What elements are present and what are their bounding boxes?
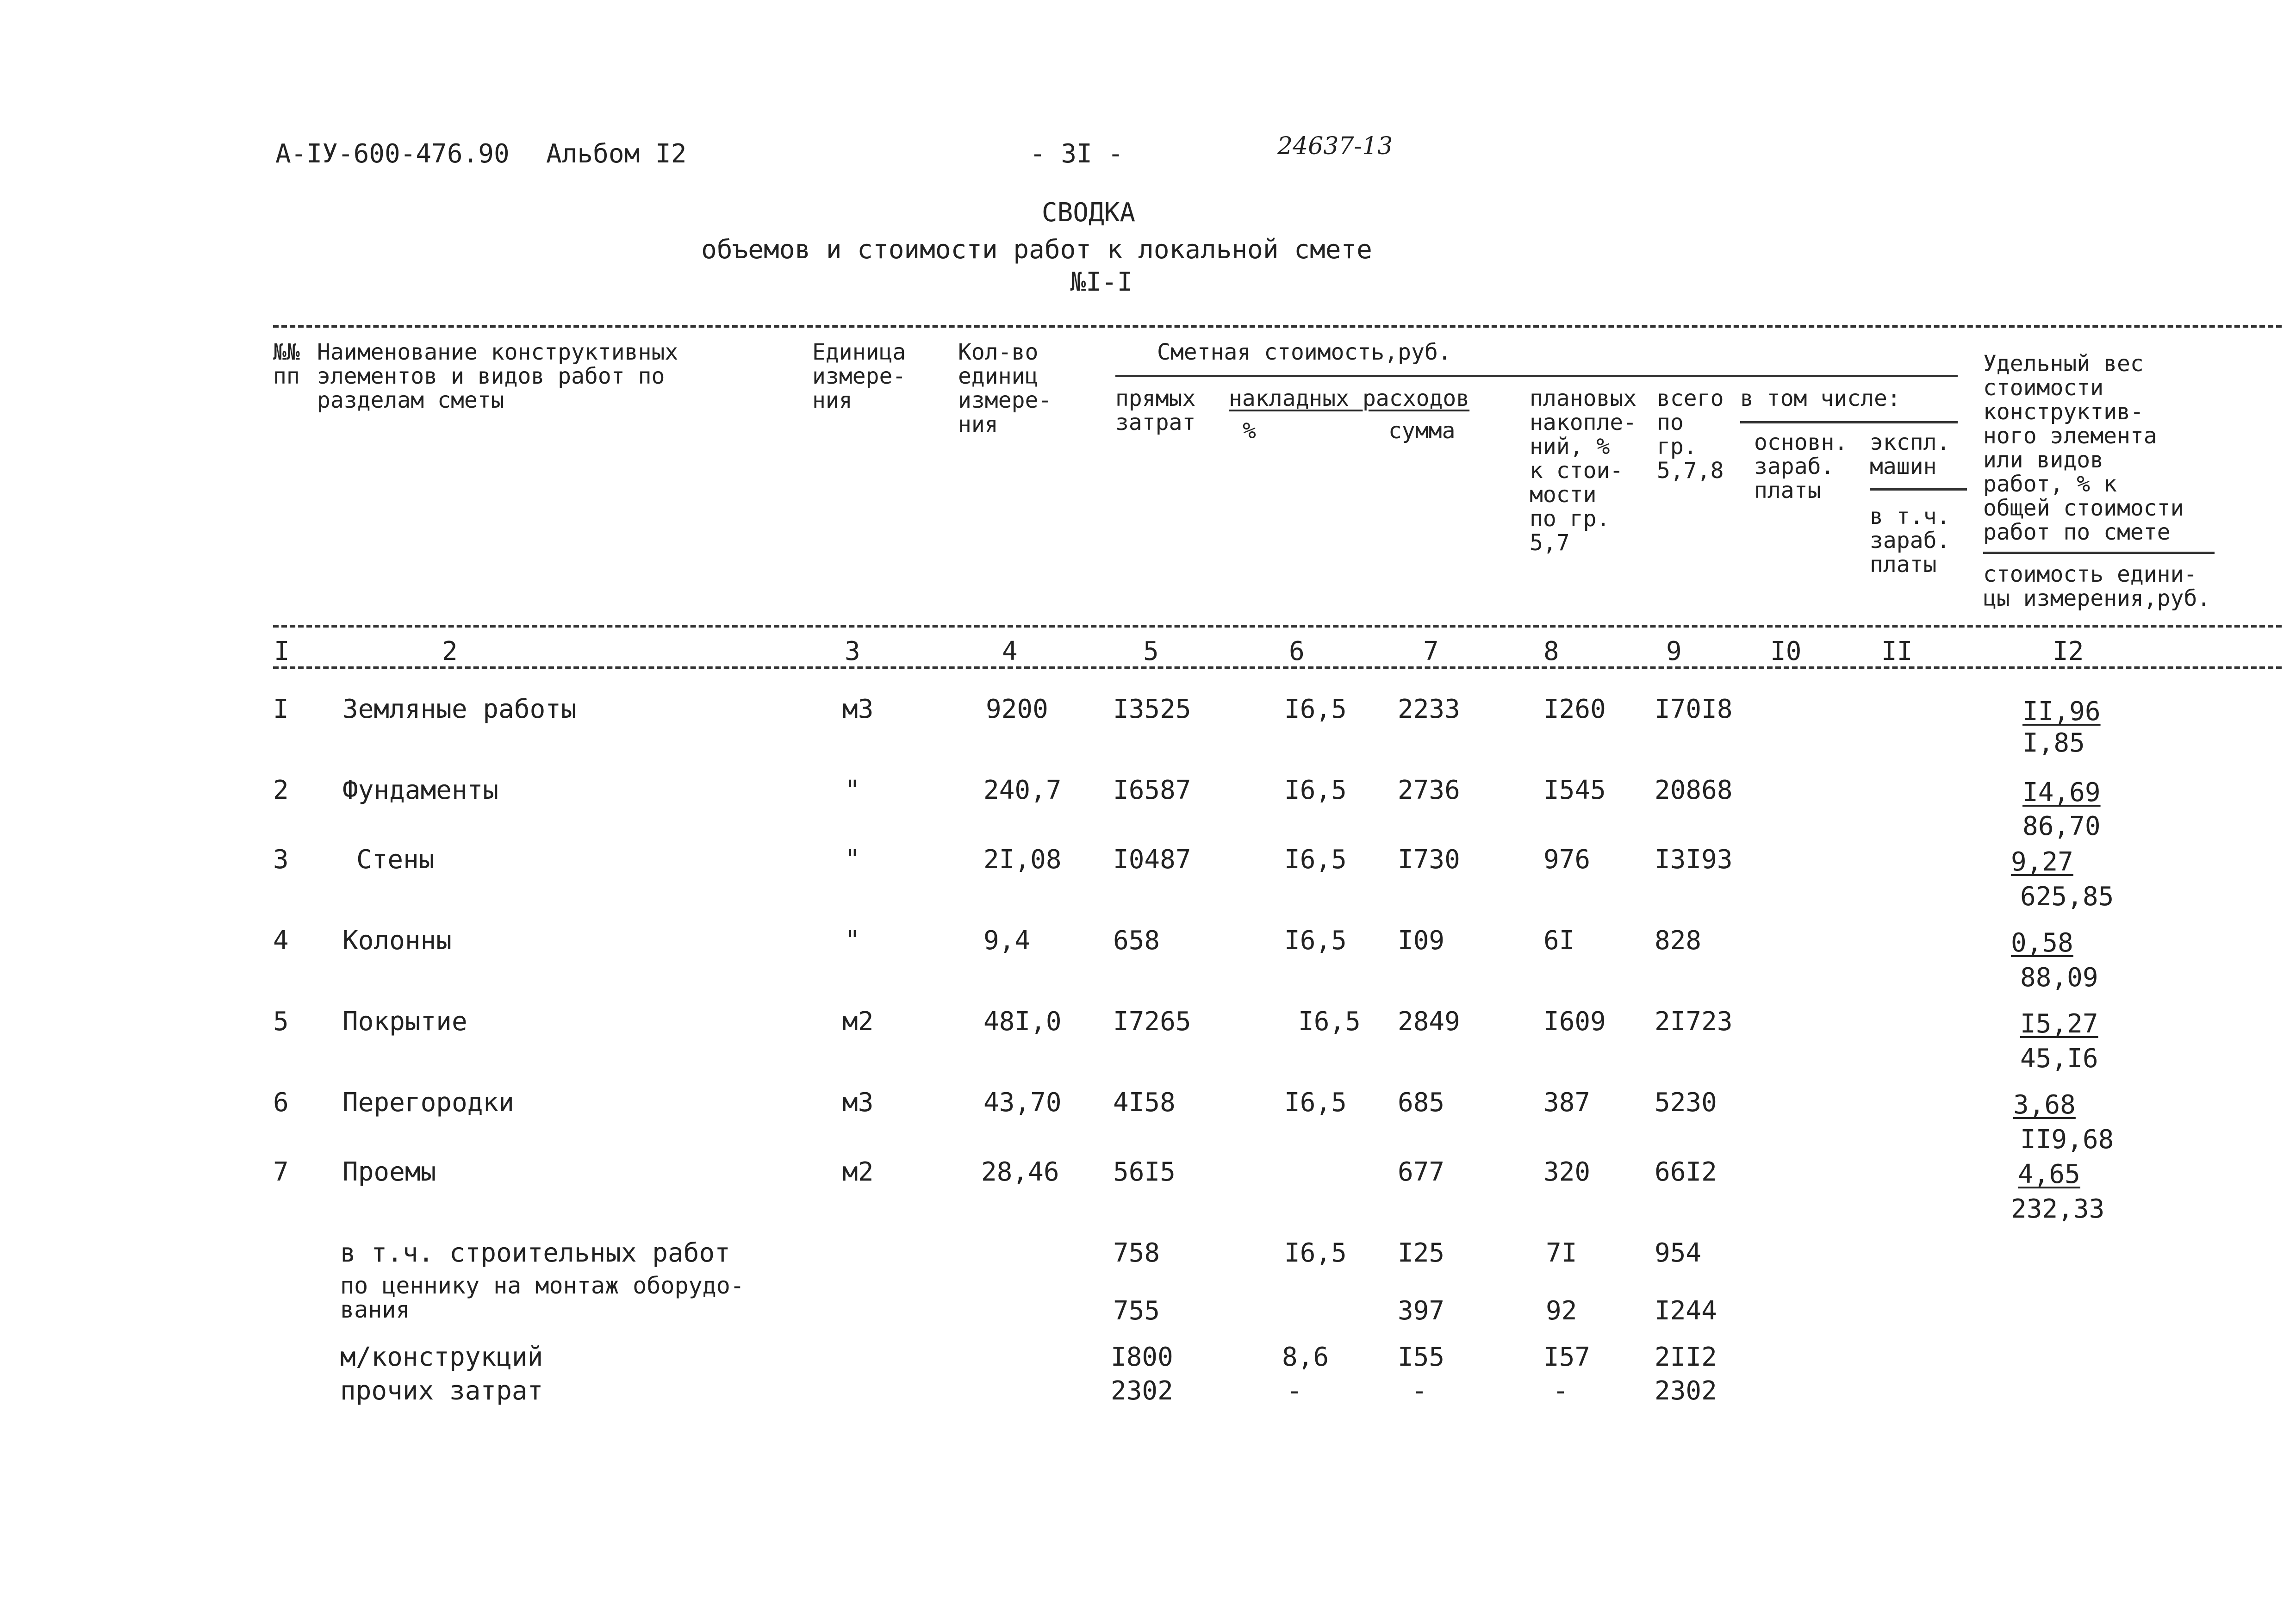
row-planned: I545: [1543, 775, 1606, 805]
row-quantity: 9,4: [983, 926, 1031, 956]
row-unit: ": [845, 775, 860, 805]
subrow-name: прочих затрат: [340, 1376, 543, 1406]
header-machine-ops: экспл. машин: [1870, 429, 1950, 479]
row-planned: 320: [1543, 1157, 1591, 1187]
subrow-overhead-sum: 397: [1398, 1296, 1445, 1326]
row-number: 4: [273, 926, 289, 956]
row-total: 828: [1655, 926, 1702, 956]
row-direct: 56I5: [1113, 1157, 1176, 1187]
row-overhead-sum: 685: [1398, 1088, 1445, 1118]
header-share: Удельный вес стоимости конструктив- ного элемента или видов работ, % к общей стоимости работ по смете: [1983, 351, 2184, 545]
row-quantity: 240,7: [983, 775, 1062, 805]
row-total: 2I723: [1655, 1007, 1733, 1037]
row-overhead-pct: I6,5: [1298, 1007, 1361, 1037]
subrow-planned: -: [1553, 1376, 1568, 1406]
row-overhead-sum: 2736: [1398, 775, 1460, 805]
row-unit: ": [845, 926, 860, 956]
colnum-2: 2: [442, 636, 458, 666]
colnum-3: 3: [845, 636, 860, 666]
row-overhead-pct: I6,5: [1284, 926, 1347, 956]
subrow-name: м/конструкций: [340, 1342, 543, 1372]
row-quantity: 9200: [986, 694, 1048, 724]
row-name: Проемы: [342, 1157, 436, 1187]
row-unit-cost: 625,85: [2020, 882, 2114, 912]
handwritten-stamp: 24637-13: [1277, 132, 1393, 160]
document-code: А-IУ-600-476.90: [275, 139, 510, 169]
subrow-planned: I57: [1543, 1342, 1591, 1372]
row-overhead-pct: I6,5: [1284, 845, 1347, 875]
row-quantity: 48I,0: [983, 1007, 1062, 1037]
row-unit-cost: I,85: [2022, 728, 2085, 758]
colnum-8: 8: [1543, 636, 1559, 666]
row-direct: I7265: [1113, 1007, 1191, 1037]
row-unit: м2: [842, 1007, 874, 1037]
row-number: I: [273, 694, 289, 724]
header-overhead-sum: сумма: [1388, 418, 1456, 444]
row-number: 2: [273, 775, 289, 805]
row-planned: 387: [1543, 1088, 1591, 1118]
header-unit: Единица измере- ния: [812, 339, 906, 413]
row-name: Земляные работы: [342, 694, 577, 724]
colnum-7: 7: [1423, 636, 1439, 666]
header-number: №№ пп: [273, 339, 300, 389]
row-name: Колонны: [342, 926, 452, 956]
row-name: Покрытие: [342, 1007, 467, 1037]
subrow-planned: 92: [1546, 1296, 1577, 1326]
row-share: 3,68: [2013, 1090, 2076, 1120]
row-overhead-pct: I6,5: [1284, 1088, 1347, 1118]
row-total: 5230: [1655, 1088, 1717, 1118]
header-unit-cost: стоимость едини- цы измерения,руб.: [1983, 561, 2211, 611]
subrow-direct: 755: [1113, 1296, 1160, 1326]
row-overhead-sum: 2849: [1398, 1007, 1460, 1037]
colnum-9: 9: [1666, 636, 1682, 666]
row-direct: I0487: [1113, 845, 1191, 875]
subrow-total: 2302: [1655, 1376, 1717, 1406]
row-quantity: 28,46: [981, 1157, 1059, 1187]
row-overhead-sum: I09: [1398, 926, 1445, 956]
column-number-rule: [273, 666, 2282, 669]
header-bottom-rule: [273, 625, 2282, 628]
including-rule: [1740, 421, 1958, 423]
colnum-12: I2: [2053, 636, 2084, 666]
subrow-overhead-pct: 8,6: [1282, 1342, 1329, 1372]
page-number: - 3I -: [1030, 139, 1124, 169]
colnum-11: II: [1881, 636, 1913, 666]
colnum-5: 5: [1143, 636, 1159, 666]
row-unit: м3: [842, 694, 874, 724]
row-name: Фундаменты: [342, 775, 499, 805]
row-quantity: 2I,08: [983, 845, 1062, 875]
header-quantity: Кол-во единиц измере- ния: [958, 339, 1052, 437]
header-overhead: накладных расходов: [1229, 386, 1470, 411]
machine-ops-rule: [1870, 488, 1967, 491]
row-total: I70I8: [1655, 694, 1733, 724]
subrow-direct: 758: [1113, 1238, 1160, 1268]
row-direct: I6587: [1113, 775, 1191, 805]
subrow-overhead-sum: -: [1412, 1376, 1427, 1406]
subrow-overhead-pct: I6,5: [1284, 1238, 1347, 1268]
row-unit-cost: 88,09: [2020, 963, 2098, 993]
row-total: 20868: [1655, 775, 1733, 805]
subrow-name: в т.ч. строительных работ: [340, 1238, 730, 1268]
row-total: I3I93: [1655, 845, 1733, 875]
row-share: 9,27: [2011, 847, 2073, 877]
album-label: Альбом I2: [546, 139, 687, 169]
subrow-overhead-pct: -: [1287, 1376, 1302, 1406]
subrow-direct: 2302: [1111, 1376, 1173, 1406]
subrow-direct: I800: [1111, 1342, 1173, 1372]
header-planned: плановых накопле- ний, % к стои- мости по гр. 5,7: [1530, 386, 1637, 556]
row-unit-cost: 232,33: [2011, 1194, 2105, 1224]
colnum-4: 4: [1002, 636, 1018, 666]
row-share: 0,58: [2011, 928, 2073, 958]
subrow-total: 954: [1655, 1238, 1702, 1268]
row-planned: 6I: [1543, 926, 1575, 956]
row-overhead-pct: I6,5: [1284, 694, 1347, 724]
header-total: всего по гр. 5,7,8: [1657, 386, 1724, 484]
subrow-overhead-sum: I25: [1398, 1238, 1445, 1268]
row-number: 5: [273, 1007, 289, 1037]
row-unit: м2: [842, 1157, 874, 1187]
title-heading: СВОДКА: [1041, 198, 1136, 228]
colnum-1: I: [274, 636, 290, 666]
title-subheading: объемов и стоимости работ к локальной смете: [701, 235, 1372, 265]
row-unit-cost: 45,I6: [2020, 1044, 2098, 1074]
subrow-overhead-sum: I55: [1398, 1342, 1445, 1372]
row-direct: 4I58: [1113, 1088, 1176, 1118]
colnum-10: I0: [1770, 636, 1802, 666]
row-share: 4,65: [2018, 1159, 2080, 1189]
share-rule: [1983, 552, 2215, 554]
subrow-planned: 7I: [1546, 1238, 1577, 1268]
header-cost-group: Сметная стоимость,руб.: [1157, 339, 1451, 365]
header-including: в том числе:: [1740, 386, 1901, 411]
row-unit-cost: 86,70: [2022, 811, 2101, 841]
estimate-number: №I-I: [1070, 267, 1133, 297]
subrow-total: I244: [1655, 1296, 1717, 1326]
row-share: II,96: [2022, 696, 2101, 727]
row-number: 3: [273, 845, 289, 875]
row-overhead-sum: I730: [1398, 845, 1460, 875]
row-total: 66I2: [1655, 1157, 1717, 1187]
row-name: Стены: [356, 845, 435, 875]
row-planned: I609: [1543, 1007, 1606, 1037]
header-name: Наименование конструктивных элементов и видов работ по разделам сметы: [317, 339, 678, 413]
row-direct: I3525: [1113, 694, 1191, 724]
row-share: I5,27: [2020, 1009, 2098, 1039]
row-overhead-pct: I6,5: [1284, 775, 1347, 805]
subrow-total: 2II2: [1655, 1342, 1717, 1372]
row-overhead-sum: 2233: [1398, 694, 1460, 724]
row-planned: 976: [1543, 845, 1591, 875]
row-direct: 658: [1113, 926, 1160, 956]
header-machine-wages: в т.ч. зараб. платы: [1870, 504, 1950, 578]
row-unit: ": [845, 845, 860, 875]
subrow-name: по ценнику на монтаж оборудо- вания: [340, 1272, 744, 1323]
row-planned: I260: [1543, 694, 1606, 724]
row-quantity: 43,70: [983, 1088, 1062, 1118]
header-base-wages: основн. зараб. платы: [1754, 429, 1848, 504]
header-direct-costs: прямых затрат: [1115, 386, 1196, 435]
row-share: I4,69: [2022, 777, 2101, 808]
row-unit: м3: [842, 1088, 874, 1118]
row-name: Перегородки: [342, 1088, 514, 1118]
row-overhead-sum: 677: [1398, 1157, 1445, 1187]
row-number: 7: [273, 1157, 289, 1187]
table-top-rule: [273, 325, 2282, 328]
header-overhead-pct: %: [1243, 418, 1256, 444]
colnum-6: 6: [1289, 636, 1305, 666]
row-unit-cost: II9,68: [2020, 1125, 2114, 1155]
row-number: 6: [273, 1088, 289, 1118]
cost-group-rule: [1115, 375, 1958, 377]
